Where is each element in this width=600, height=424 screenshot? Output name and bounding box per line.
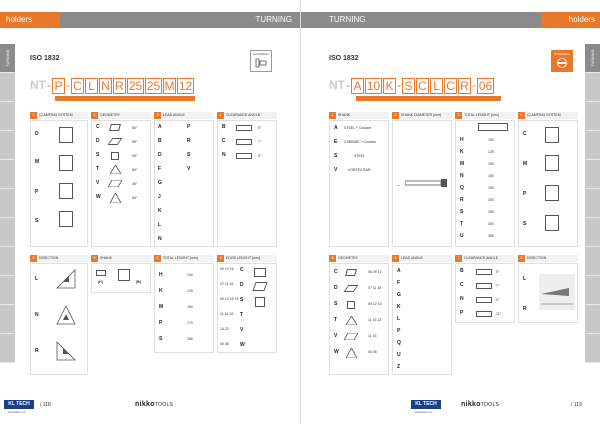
shank-label: (B) <box>136 280 141 284</box>
angle-label: 90° <box>132 154 138 158</box>
code-cell: M <box>164 79 175 93</box>
code-letter: G <box>158 180 162 186</box>
code-cell: 25 <box>146 79 161 93</box>
code-letter: S <box>187 152 191 158</box>
code-letter: D <box>35 131 39 137</box>
header-shank: 1 SHANK <box>329 112 389 119</box>
code-letter: K <box>460 149 464 155</box>
clearance-n-icon <box>236 153 252 159</box>
angle-label: 80° <box>132 126 138 130</box>
code-number-strip <box>356 96 501 101</box>
code-cell: K <box>383 78 396 94</box>
right-page <box>300 0 600 424</box>
header-clearance: 7 CLEARANCE ANGLE <box>455 255 515 262</box>
code-number-strip <box>55 96 195 101</box>
clearance-value: 7° <box>258 140 262 144</box>
code-letter: S <box>240 297 244 303</box>
clamp-m-icon <box>545 155 559 171</box>
code-cell: 06 <box>478 79 493 93</box>
header-shank-diameter: 2 SHANK DIAMETER [mm] <box>392 112 452 119</box>
section-label: holders <box>541 12 600 28</box>
code-letter: N <box>158 236 162 242</box>
header-total-length: 8 TOTAL LENGHT [mm] <box>154 255 214 262</box>
length-value: 150 <box>488 162 494 166</box>
code-letter: M <box>159 304 164 310</box>
clamp-p-icon <box>59 183 73 199</box>
geometry-column <box>91 120 151 247</box>
insert-t-icon <box>110 165 121 174</box>
page-number: / 119 <box>571 402 582 408</box>
lead-column <box>392 263 452 375</box>
clamp-d-icon <box>59 127 73 143</box>
code-letter: P <box>35 189 39 195</box>
code-letter: T <box>334 317 338 323</box>
code-letter: D <box>240 282 244 288</box>
code-letter: L <box>158 222 162 228</box>
clearance-column <box>217 120 277 247</box>
length-value: 125 <box>488 150 494 154</box>
edge-value: 07 11 15 <box>368 286 382 290</box>
sidebar-tab[interactable] <box>585 189 600 218</box>
edge-value: 06 08 <box>220 342 229 346</box>
code-letter: B <box>158 138 162 144</box>
length-diagram-icon <box>478 123 508 131</box>
shank-type: CARBIDE + Coolant <box>344 140 376 144</box>
code-letter: V <box>96 180 100 186</box>
kltech-logo: KL TECH <box>411 400 441 409</box>
code-letter: Z <box>397 364 401 370</box>
angle-label: 35° <box>132 182 138 186</box>
code-letter: T <box>96 166 100 172</box>
header-clamping: 1 CLAMPING SYSTEM <box>30 112 88 119</box>
header-total-length: 3 TOTAL LENGHT [mm] <box>455 112 515 119</box>
code-cell: R <box>458 78 471 94</box>
code-letter: A <box>334 125 338 131</box>
code-letter: M <box>523 161 528 167</box>
sidebar-tab[interactable] <box>585 334 600 363</box>
code-letter: K <box>159 288 163 294</box>
code-letter: D <box>96 138 100 144</box>
header-edge-length: 9 EDGE LENGHT [mm] <box>217 255 277 262</box>
sidebar-tab[interactable] <box>0 218 15 247</box>
code-letter: E <box>334 139 338 145</box>
insert-w-icon <box>346 348 357 358</box>
clamp-m-icon <box>59 155 73 171</box>
edge-insert-icon <box>254 268 266 277</box>
code-letter: R <box>187 138 191 144</box>
nikko-brand: nikkoTOOLS <box>461 401 500 408</box>
code-cell: C <box>444 78 457 94</box>
sidebar-tab[interactable] <box>585 218 600 247</box>
code-cell: A <box>351 78 364 94</box>
sidebar-tab[interactable] <box>0 305 15 334</box>
clearance-value: 5° <box>258 126 262 130</box>
clearance-b-icon <box>476 269 492 275</box>
shank-type: STEEL + Coolant <box>344 126 372 130</box>
clearance-column <box>455 263 515 323</box>
left-topbar <box>0 12 300 28</box>
code-letter: N <box>460 173 464 179</box>
code-cell: P <box>52 78 65 94</box>
sidebar-tab[interactable] <box>0 276 15 305</box>
sidebar-tab[interactable] <box>0 189 15 218</box>
code-letter: W <box>240 342 245 348</box>
code-letter: F <box>158 166 162 172</box>
sidebar-tab[interactable] <box>0 102 15 131</box>
sidebar-tab[interactable]: TURNING <box>585 44 600 73</box>
angle-label: 80° <box>132 196 138 200</box>
clamp-c-icon <box>545 127 559 143</box>
sidebar-tab[interactable] <box>0 73 15 102</box>
boring-direction-icon <box>539 274 575 310</box>
code-letter: R <box>460 197 464 203</box>
insert-d-icon <box>108 138 123 145</box>
footer-url[interactable]: www.kltec.cz <box>415 410 433 414</box>
sidebar-tab[interactable] <box>585 102 600 131</box>
header-direction: 5 DIRECTION <box>30 255 88 262</box>
code-letter: S <box>35 218 39 224</box>
section-label: holders <box>0 12 60 28</box>
code-cell: 12 <box>178 79 193 93</box>
code-letter: K <box>397 304 401 310</box>
edge-value: 11 16 22 <box>368 318 382 322</box>
sidebar-tab[interactable] <box>0 247 15 276</box>
length-value: 170 <box>187 321 193 325</box>
code-letter: V <box>240 327 244 333</box>
code-letter: L <box>35 276 39 282</box>
angle-label: 60° <box>132 168 138 172</box>
order-code: NT - P - C L N R 25 25 M 12 <box>30 78 193 93</box>
code-letter: V <box>334 333 338 339</box>
code-letter: B <box>222 124 226 130</box>
edge-insert-icon <box>252 282 267 291</box>
code-letter: P <box>397 328 401 334</box>
code-letter: K <box>158 208 162 214</box>
internal-icon <box>551 50 573 72</box>
header-geometry: 5 GEOMETRY <box>329 255 389 262</box>
clearance-b-icon <box>236 125 252 131</box>
length-column <box>455 120 515 247</box>
clearance-value: 11° <box>496 312 502 316</box>
code-prefix: NT <box>329 78 345 92</box>
header-shank: 6 SHANK <box>91 255 151 262</box>
left-sidebar <box>0 44 15 363</box>
code-letter: V <box>187 166 191 172</box>
category-label: TURNING <box>329 15 366 24</box>
sidebar-tab[interactable] <box>0 160 15 189</box>
header-clamping: 4 CLAMPING SYSTEM <box>518 112 578 119</box>
direction-right-icon <box>55 340 77 362</box>
clamp-s-icon <box>545 215 559 231</box>
code-letter: W <box>96 194 101 200</box>
code-cell: 25 <box>128 79 143 93</box>
mode-label: EXTERNAL <box>253 52 269 56</box>
code-letter: Q <box>460 185 464 191</box>
clearance-value: 7° <box>496 284 500 288</box>
shank-type: VORTEX BAR <box>348 168 371 172</box>
insert-w-icon <box>110 193 121 203</box>
header-lead: 3 LEAD ANGLE <box>154 112 214 119</box>
code-letter: C <box>222 138 226 144</box>
code-letter: A <box>397 268 401 274</box>
category-label: TURNING <box>255 15 292 24</box>
code-letter: D <box>334 285 338 291</box>
code-letter: P <box>159 320 163 326</box>
edge-value: 09 12 16 <box>220 267 234 271</box>
clearance-c-icon <box>476 283 492 289</box>
geometry-column <box>329 263 389 375</box>
code-letter: F <box>397 280 401 286</box>
angle-label: 55° <box>132 140 138 144</box>
code-letter: R <box>523 306 527 312</box>
direction-column <box>518 263 578 323</box>
code-prefix: NT <box>30 78 46 92</box>
code-letter: B <box>460 268 464 274</box>
edge-insert-icon <box>255 297 265 307</box>
clearance-value: 5° <box>496 270 500 274</box>
code-cell: R <box>113 78 126 94</box>
clearance-n-icon <box>476 297 492 303</box>
sidebar-tab[interactable] <box>585 131 600 160</box>
edge-value: 06 08 <box>368 350 377 354</box>
edge-value: 16 22 <box>220 327 229 331</box>
code-letter: P <box>187 124 191 130</box>
code-letter: M <box>460 161 465 167</box>
code-letter: M <box>35 159 40 165</box>
sidebar-tab[interactable]: TURNING <box>0 44 15 73</box>
iso-label: ISO 1832 <box>30 55 60 62</box>
code-letter: C <box>460 282 464 288</box>
code-letter: D <box>158 152 162 158</box>
insert-v-icon <box>108 180 122 187</box>
length-value: 180 <box>488 186 494 190</box>
code-letter: L <box>397 316 401 322</box>
clamp-p-icon <box>545 185 559 201</box>
header-direction: 8 DIRECTION <box>518 255 578 262</box>
code-letter: S <box>334 153 338 159</box>
code-letter: P <box>460 310 464 316</box>
edge-value: 06 09 12 <box>368 270 382 274</box>
clamping-column <box>30 120 88 247</box>
iso-label: ISO 1832 <box>329 55 359 62</box>
code-letter: J <box>158 194 161 200</box>
sidebar-tab[interactable] <box>585 247 600 276</box>
edge-value: 11 16 <box>368 334 377 338</box>
code-letter: C <box>96 124 100 130</box>
header-geometry: 2 GEOMETRY <box>91 112 151 119</box>
code-letter: T <box>240 312 244 318</box>
right-sidebar <box>585 44 600 363</box>
code-cell: S <box>402 78 415 94</box>
diameter-column <box>392 120 452 247</box>
code-letter: H <box>460 137 464 143</box>
length-value: 100 <box>488 138 494 142</box>
nikko-brand: nikkoTOOLS <box>135 401 174 408</box>
insert-t-icon <box>346 316 357 325</box>
code-letter: T <box>460 221 464 227</box>
code-letter: C <box>523 131 527 137</box>
order-code: NT - A 10 K - S C L C R - 06 <box>329 78 493 93</box>
insert-v-icon <box>344 333 358 340</box>
clearance-c-icon <box>236 139 252 145</box>
insert-s-icon <box>347 301 355 309</box>
sidebar-tab[interactable] <box>585 160 600 189</box>
code-letter: Q <box>397 340 401 346</box>
edge-value: 11 16 22 <box>220 312 234 316</box>
code-letter: P <box>523 191 527 197</box>
code-letter: C <box>240 267 244 273</box>
code-cell: N <box>99 78 112 94</box>
code-letter: N <box>460 296 464 302</box>
direction-column <box>30 263 88 375</box>
length-value: 200 <box>488 198 494 202</box>
clamp-s-icon <box>59 211 73 227</box>
clearance-value: 0° <box>496 298 500 302</box>
clamping-column <box>518 120 578 247</box>
code-cell: C <box>416 78 429 94</box>
lead-column <box>154 120 214 247</box>
code-cell: C <box>71 78 84 94</box>
length-value: 160 <box>488 174 494 178</box>
code-letter: S <box>159 336 163 342</box>
footer-url[interactable]: www.kltec.cz <box>8 410 26 414</box>
direction-left-icon <box>55 268 77 290</box>
sidebar-tab[interactable] <box>585 276 600 305</box>
sidebar-tab[interactable] <box>0 131 15 160</box>
code-letter: S <box>523 221 527 227</box>
insert-s-icon <box>111 152 119 160</box>
length-value: 100 <box>187 273 193 277</box>
code-letter: V <box>334 167 338 173</box>
header-clearance: 4 CLEARANCE ANGLE <box>217 112 277 119</box>
length-column <box>154 263 214 353</box>
shank-h-icon <box>96 270 106 276</box>
sidebar-tab[interactable] <box>0 334 15 363</box>
kltech-logo: KL TECH <box>4 400 34 409</box>
length-value: 250 <box>488 210 494 214</box>
shank-column <box>91 263 151 293</box>
shank-type: STEEL <box>354 154 366 158</box>
right-topbar <box>301 12 600 28</box>
code-letter: A <box>158 124 162 130</box>
clearance-p-icon <box>476 311 492 317</box>
code-letter: S <box>334 301 338 307</box>
code-cell: L <box>85 78 98 94</box>
code-letter: U <box>397 352 401 358</box>
insert-c-icon <box>109 124 121 131</box>
code-letter: R <box>35 348 39 354</box>
boring-bar-icon <box>405 178 449 188</box>
edge-value: 09 12 15 19 <box>220 297 239 301</box>
shank-column <box>329 120 389 247</box>
edge-value: 07 11 15 <box>220 282 234 286</box>
length-value: 300 <box>488 222 494 226</box>
insert-c-icon <box>345 269 357 276</box>
edge-value: 09 12 15 <box>368 302 382 306</box>
shank-cross-section-icon <box>118 269 130 281</box>
code-letter: C <box>334 269 338 275</box>
mode-label: INTERNAL <box>554 52 570 56</box>
code-letter: S <box>96 152 100 158</box>
length-value: 125 <box>187 289 193 293</box>
header-lead: 6 LEAD ANGLE <box>392 255 452 262</box>
code-letter: N <box>35 312 39 318</box>
direction-neutral-icon <box>55 304 77 326</box>
page-number: / 118 <box>40 402 51 408</box>
sidebar-tab[interactable] <box>585 73 600 102</box>
code-letter: G <box>397 292 401 298</box>
code-letter: L <box>523 276 527 282</box>
shank-label: (H) <box>98 280 103 284</box>
code-letter: H <box>159 272 163 278</box>
code-cell: L <box>430 78 443 94</box>
code-cell: 10 <box>366 79 381 93</box>
external-icon <box>250 50 272 72</box>
length-value: 350 <box>488 234 494 238</box>
code-letter: U <box>460 233 464 239</box>
sidebar-tab[interactable] <box>585 305 600 334</box>
diameter-dash: – <box>397 183 400 189</box>
insert-d-icon <box>344 285 359 292</box>
edge-column <box>217 263 277 353</box>
code-letter: N <box>222 152 226 158</box>
length-value: 150 <box>187 305 193 309</box>
code-letter: S <box>460 209 464 215</box>
code-letter: W <box>334 349 339 355</box>
length-value: 250 <box>187 337 193 341</box>
clearance-value: 0° <box>258 154 262 158</box>
